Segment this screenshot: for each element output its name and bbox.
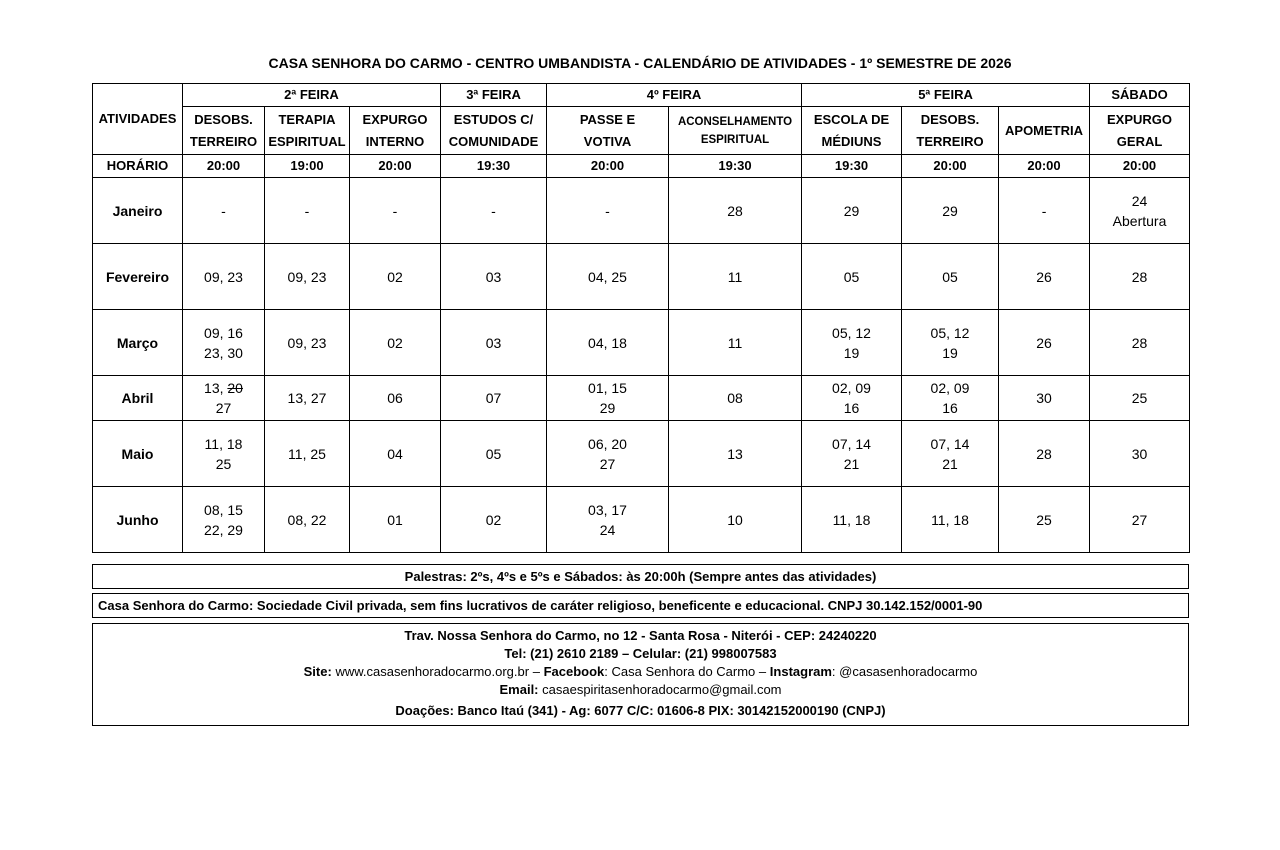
date-line: 11 [727, 334, 743, 351]
month-row [93, 310, 1190, 376]
date-line: 07 [485, 390, 502, 406]
date-line: 30 [1036, 390, 1052, 406]
activity-name-line: MÉDIUNS [821, 133, 882, 149]
date-cell [265, 244, 350, 310]
horario-header: HORÁRIO [93, 155, 183, 178]
date-cell [1090, 178, 1190, 244]
date-line: 25 [1036, 511, 1052, 528]
weekday-header-row [93, 84, 1190, 107]
date-line: 27 [599, 455, 616, 472]
date-line: 26 [1036, 268, 1052, 285]
activity-time: 20:00 [350, 155, 441, 178]
date-cell [1090, 376, 1190, 421]
date-cell [1090, 244, 1190, 310]
date-cell [183, 178, 265, 244]
social-line [93, 663, 1188, 681]
date-cell [999, 244, 1090, 310]
date-line: 11, 18 [204, 435, 243, 452]
date-line: 08, 15 [204, 501, 243, 518]
facebook-label: Facebook [543, 664, 605, 679]
weekday-header: 3ª FEIRA [441, 84, 547, 107]
date-line: 10 [727, 511, 743, 528]
date-cell [350, 310, 441, 376]
month-name: Março [93, 310, 183, 376]
activity-header [183, 107, 265, 155]
date-cell [999, 376, 1090, 421]
date-line: 02, 09 [930, 380, 970, 396]
date-line: - [304, 202, 310, 219]
site-link[interactable]: www.casasenhoradocarmo.org.br [335, 664, 530, 679]
date-line: 03 [485, 334, 502, 351]
date-cell [547, 310, 669, 376]
date-cell [350, 244, 441, 310]
activity-name-line: ESPIRITUAL [268, 133, 346, 149]
activity-time: 19:30 [669, 155, 802, 178]
activity-header [1090, 107, 1190, 155]
month-name: Maio [93, 421, 183, 487]
date-line: 05 [843, 268, 860, 285]
date-line: 02 [387, 334, 403, 351]
date-line: 09, 16 [204, 324, 243, 341]
date-cell [547, 487, 669, 553]
activity-header [999, 107, 1090, 155]
date-cell [802, 178, 902, 244]
date-cell [999, 178, 1090, 244]
date-cell [1090, 310, 1190, 376]
activity-time: 19:30 [802, 155, 902, 178]
month-name: Janeiro [93, 178, 183, 244]
date-line: 05 [485, 445, 502, 462]
date-cell [802, 421, 902, 487]
activity-name-line: TERREIRO [916, 133, 984, 149]
date-cell [547, 421, 669, 487]
month-row [93, 244, 1190, 310]
date-line: 22, 29 [204, 521, 243, 538]
date-line: 05, 12 [832, 324, 871, 341]
date-line: 16 [843, 400, 860, 416]
date-line: 26 [1036, 334, 1052, 351]
date-line: 21 [843, 455, 860, 472]
date-line: 13, 27 [287, 390, 327, 406]
date-cell [902, 244, 999, 310]
date-line: 24 [1131, 192, 1148, 209]
activity-name-line: PASSE E [579, 111, 636, 127]
activity-name-line: VOTIVA [583, 133, 632, 149]
activity-header-row [93, 107, 1190, 155]
facebook-value: : Casa Senhora do Carmo [604, 664, 756, 679]
date-cell [441, 487, 547, 553]
date-cell [183, 421, 265, 487]
date-line: - [392, 202, 398, 219]
date-cell [547, 376, 669, 421]
date-cell [265, 487, 350, 553]
date-line: 09, 23 [287, 334, 327, 351]
date-line: 02 [485, 511, 502, 528]
date-line: 29 [843, 202, 860, 219]
date-cell [669, 310, 802, 376]
activity-name-line: DESOBS. [920, 111, 980, 127]
weekday-header: 2ª FEIRA [183, 84, 441, 107]
date-line: 11 [727, 268, 743, 285]
date-line: 01, 15 [588, 380, 627, 396]
month-row [93, 421, 1190, 487]
activity-name-line: ESTUDOS C/ [453, 111, 534, 127]
activity-name-line: TERREIRO [189, 133, 258, 149]
date-line: 30 [1131, 445, 1148, 462]
activity-time: 20:00 [547, 155, 669, 178]
activity-header [265, 107, 350, 155]
page-title: CASA SENHORA DO CARMO - CENTRO UMBANDISTA - CALENDÁRIO DE ATIVIDADES - 1º SEMESTRE DE 2026 [268, 55, 1012, 71]
date-cell [999, 421, 1090, 487]
date-line: 03 [485, 268, 502, 285]
date-cell [441, 244, 547, 310]
date-line: 16 [942, 400, 958, 416]
date-cell [902, 178, 999, 244]
separator: – [758, 664, 767, 679]
date-cell [441, 310, 547, 376]
address-line: Trav. Nossa Senhora do Carmo, no 12 - Santa Rosa - Niterói - CEP: 24240220 [404, 628, 877, 643]
activity-name-line: EXPURGO [1107, 111, 1173, 127]
date-text: 13, [204, 380, 228, 396]
activity-header [902, 107, 999, 155]
contact-box [92, 623, 1189, 726]
month-row [93, 376, 1190, 421]
date-cell [669, 487, 802, 553]
sociedade-note: Casa Senhora do Carmo: Sociedade Civil privada, sem fins lucrativos de caráter religioso, beneficente e educacional. CNPJ 30.142.152/0001-90 [92, 593, 1189, 618]
date-cell [902, 310, 999, 376]
donations-line: Doações: Banco Itaú (341) - Ag: 6077 C/C: 01606-8 PIX: 30142152000190 (CNPJ) [395, 703, 886, 718]
email-link[interactable]: casaespiritasenhoradocarmo@gmail.com [542, 682, 782, 697]
date-cell [547, 178, 669, 244]
date-cell [265, 310, 350, 376]
date-line: 04 [387, 445, 403, 462]
date-line: 04, 25 [588, 268, 627, 285]
date-line: 27 [215, 400, 232, 416]
date-line: 05 [942, 268, 958, 285]
date-cell [1090, 487, 1190, 553]
activity-name-line: EXPURGO [362, 111, 428, 127]
date-line: 29 [599, 400, 616, 416]
date-cell [802, 244, 902, 310]
activity-time: 20:00 [902, 155, 999, 178]
date-line: 13 [727, 445, 743, 462]
month-row [93, 178, 1190, 244]
date-line: - [221, 202, 226, 219]
date-cell [802, 487, 902, 553]
date-cell [350, 421, 441, 487]
date-cell [265, 178, 350, 244]
activity-name-line: ESCOLA DE [813, 111, 890, 127]
activity-name-line: ESPIRITUAL [700, 133, 770, 146]
activity-header [441, 107, 547, 155]
month-name: Abril [93, 376, 183, 421]
date-cell [669, 244, 802, 310]
activity-header [669, 107, 802, 155]
phone-line: Tel: (21) 2610 2189 – Celular: (21) 998007583 [504, 646, 777, 661]
date-cell [999, 310, 1090, 376]
date-cell [669, 421, 802, 487]
instagram-label: Instagram [769, 664, 832, 679]
date-line: - [605, 202, 610, 219]
date-cell [350, 178, 441, 244]
date-cell [547, 244, 669, 310]
activity-name-line: COMUNIDADE [448, 133, 539, 149]
atividades-header: ATIVIDADES [93, 84, 183, 155]
date-line: 09, 23 [204, 268, 243, 285]
email-label: Email: [499, 682, 539, 697]
date-cell [902, 376, 999, 421]
date-line: 19 [942, 344, 958, 361]
date-cell [999, 487, 1090, 553]
date-line: 29 [942, 202, 958, 219]
activity-time: 20:00 [1090, 155, 1190, 178]
month-name: Fevereiro [93, 244, 183, 310]
activity-header [802, 107, 902, 155]
date-cell [183, 487, 265, 553]
date-line: 04, 18 [588, 334, 627, 351]
time-row [93, 155, 1190, 178]
date-line: 08 [727, 390, 743, 406]
activity-time: 20:00 [999, 155, 1090, 178]
activity-name-line: TERAPIA [278, 111, 336, 127]
date-line: 07, 14 [930, 435, 970, 452]
date-cell [183, 310, 265, 376]
date-line: 25 [215, 455, 232, 472]
date-line: 03, 17 [588, 501, 627, 518]
activity-header [350, 107, 441, 155]
date-cell [902, 421, 999, 487]
date-cell [183, 376, 265, 421]
activities-calendar-table [92, 83, 1190, 553]
weekday-header: SÁBADO [1090, 84, 1190, 107]
date-line: 28 [1131, 268, 1148, 285]
date-line: 24 [599, 521, 616, 538]
date-cell [1090, 421, 1190, 487]
palestras-note: Palestras: 2ºs, 4ºs e 5ºs e Sábados: às 20:00h (Sempre antes das atividades) [92, 564, 1189, 589]
weekday-header: 5ª FEIRA [802, 84, 1090, 107]
date-line: 19 [843, 344, 860, 361]
site-label: Site: [303, 664, 332, 679]
date-line: 11, 18 [832, 511, 871, 528]
activity-time: 20:00 [183, 155, 265, 178]
date-line: 05, 12 [930, 324, 970, 341]
activity-name-line: INTERNO [365, 133, 425, 149]
date-cell [441, 421, 547, 487]
date-line: - [1041, 202, 1047, 219]
date-line: 09, 23 [287, 268, 327, 285]
date-line: 27 [1131, 511, 1148, 528]
date-line: 28 [1131, 334, 1148, 351]
date-cell [441, 376, 547, 421]
activity-name-line: APOMETRIA [1005, 122, 1084, 138]
date-line: 23, 30 [204, 344, 243, 361]
date-cell [441, 178, 547, 244]
date-cell [350, 487, 441, 553]
date-cell [265, 376, 350, 421]
activity-name-line: GERAL [1116, 133, 1163, 149]
month-name: Junho [93, 487, 183, 553]
date-cell [902, 487, 999, 553]
month-row [93, 487, 1190, 553]
date-line: 07, 14 [832, 435, 871, 452]
date-cell [802, 310, 902, 376]
activity-name-line: DESOBS. [194, 111, 253, 127]
date-line: 25 [1131, 390, 1148, 406]
date-line: 11, 25 [288, 445, 326, 462]
email-line [93, 681, 1188, 699]
date-line: - [491, 202, 496, 219]
date-line: 08, 22 [287, 511, 327, 528]
activity-time: 19:30 [441, 155, 547, 178]
date-line: 02, 09 [832, 380, 871, 396]
date-line: 28 [727, 202, 743, 219]
instagram-value: : @casasenhoradocarmo [831, 664, 978, 679]
activity-time: 19:00 [265, 155, 350, 178]
activity-name-line: ACONSELHAMENTO [677, 115, 793, 128]
date-line: Abertura [1112, 212, 1167, 229]
date-line: 28 [1036, 445, 1052, 462]
date-cell [350, 376, 441, 421]
date-cell [669, 178, 802, 244]
date-cell [183, 244, 265, 310]
cancelled-date: 20 [227, 380, 243, 396]
date-line [183, 378, 264, 398]
date-cell [669, 376, 802, 421]
weekday-header: 4º FEIRA [547, 84, 802, 107]
date-cell [802, 376, 902, 421]
date-line: 01 [387, 511, 403, 528]
activity-header [547, 107, 669, 155]
date-line: 21 [942, 455, 958, 472]
date-line: 11, 18 [931, 511, 969, 528]
date-line: 06, 20 [588, 435, 627, 452]
separator: – [532, 664, 540, 679]
date-cell [265, 421, 350, 487]
date-line: 02 [387, 268, 403, 285]
date-line: 06 [387, 390, 403, 406]
